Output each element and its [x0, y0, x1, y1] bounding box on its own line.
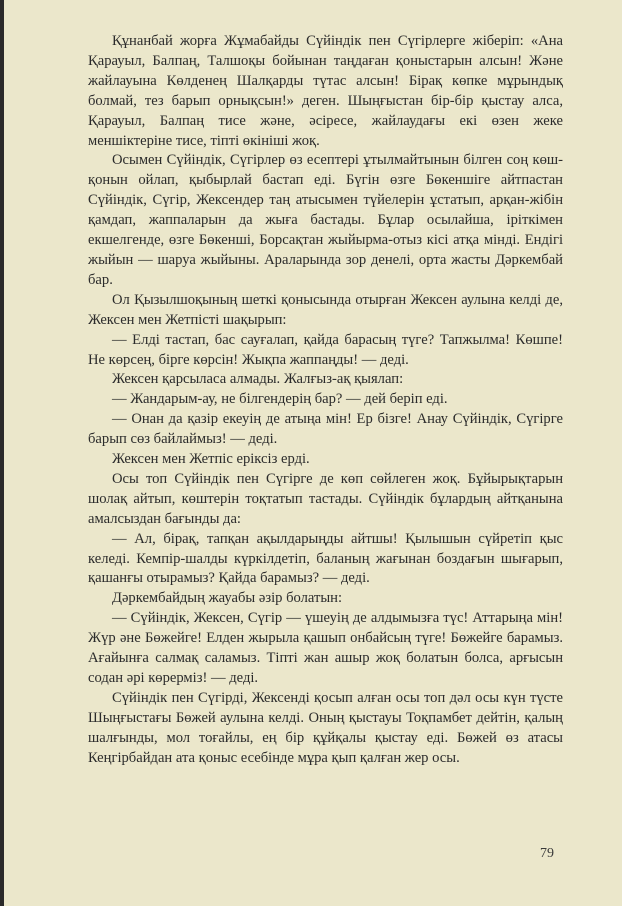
paragraph: — Жандарым-ау, не білгендерің бар? — дей беріп еді. — [112, 391, 448, 408]
paragraph: Осымен Сүйіндік, Сүгірлер өз есептері ұтылмайтынын білген соң көш-қонын ойлап, қыбырлай бастап еді. Бүгін өзге Бөкеншіге айтпастан Сүйіндік, Сүгір, Жексендер таң атысымен түйелерін ұстатып, арқан-жібін қамдап, жаппаларын да жыға бастады. Бұлар осылайша, іріткімен екшелгенде, өзге Бөкенші, Борсақтан жыйырма-отыз кісі атқа мінді. Ендігі жыйын — шаруа жыйыны. Араларында зор денелі, орта жасты Дәркембай бар. — [88, 152, 563, 288]
paragraph: Ол Қызылшоқының шеткі қонысында отырған Жексен аулына келді де, Жексен мен Жетпісті шақырып: — [88, 291, 563, 328]
body-text — [88, 32, 563, 769]
paragraph: Сүйіндік пен Сүгірді, Жексенді қосып алған осы топ дәл осы күн түсте Шыңғыстағы Бөжей аулына келді. Оның қыстауы Тоқпамбет дейтін, қалың шалғынды, мол тоғайлы, ең бір құйқалы қыстау еді. Бөжей өз атасы Кеңгірбайдан ата қоныс есебінде мұра қып қалған жер осы. — [88, 689, 563, 766]
paragraph: Жексен мен Жетпіс еріксіз ерді. — [112, 451, 310, 468]
paragraph: Осы топ Сүйіндік пен Сүгірге де көп сөйлеген жоқ. Бұйырықтарын шолақ айтып, көштерін тоқтатып тастады. Сүйіндік бұлардың айтқанына амалсыздан бағынды да: — [88, 470, 563, 527]
paragraph: Жексен қарсыласа алмады. Жалғыз-ақ қыялап: — [112, 371, 404, 388]
paragraph: Құнанбай жорға Жұмабайды Сүйіндік пен Сүгірлерге жіберіп: «Ана Қарауыл, Балпаң, Талшоқы бойынан таңдаған қоныстарын алсын! Және жайлауына Көлденең Шалқарды түтас алсын! Бірақ көпке мұрындық болмай, тез барып орнықсын!» деген. Шыңғыстан бір-бір қыстау алса, Қарауыл, Балпаң тисе және, әсіресе, жайлаудағы екі өзен жеке меншіктеріне тисе, тіпті өкініші жоқ. — [88, 33, 563, 149]
paragraph: — Онан да қазір екеуің де атыңа мін! Ер бізге! Анау Сүйіндік, Сүгірге барып сөз байлаймыз! — деді. — [88, 411, 563, 448]
page-edge-shadow — [0, 0, 4, 906]
paragraph: — Ал, бірақ, тапқан ақылдарыңды айтшы! Қылышын сүйретіп қыс келеді. Кемпір-шалды күркілдетіп, баланың жағынан боздағын шығарып, қашанғы отырамыз? Қайда барамыз? — деді. — [88, 530, 563, 587]
paragraph: Дәркембайдың жауабы әзір болатын: — [112, 590, 343, 607]
paragraph: — Елді тастап, бас сауғалап, қайда барасың түге? Тапжылма! Көшпе! Не көрсең, бірге көрсін! Жықпа жаппаңды! — деді. — [88, 331, 563, 368]
page-number: 79 — [540, 846, 554, 861]
paragraph: — Сүйіндік, Жексен, Сүгір — үшеуің де алдымызға түс! Аттарыңа мін! Жүр әне Бөжейге! Елден жырыла қашып онбайсың түге! Бөжейге барамыз. Ағайынға салмақ саламыз. Тіпті жан ашыр жоқ болатын болса, арғысын содан әрі көрерміз! — деді. — [88, 610, 563, 686]
